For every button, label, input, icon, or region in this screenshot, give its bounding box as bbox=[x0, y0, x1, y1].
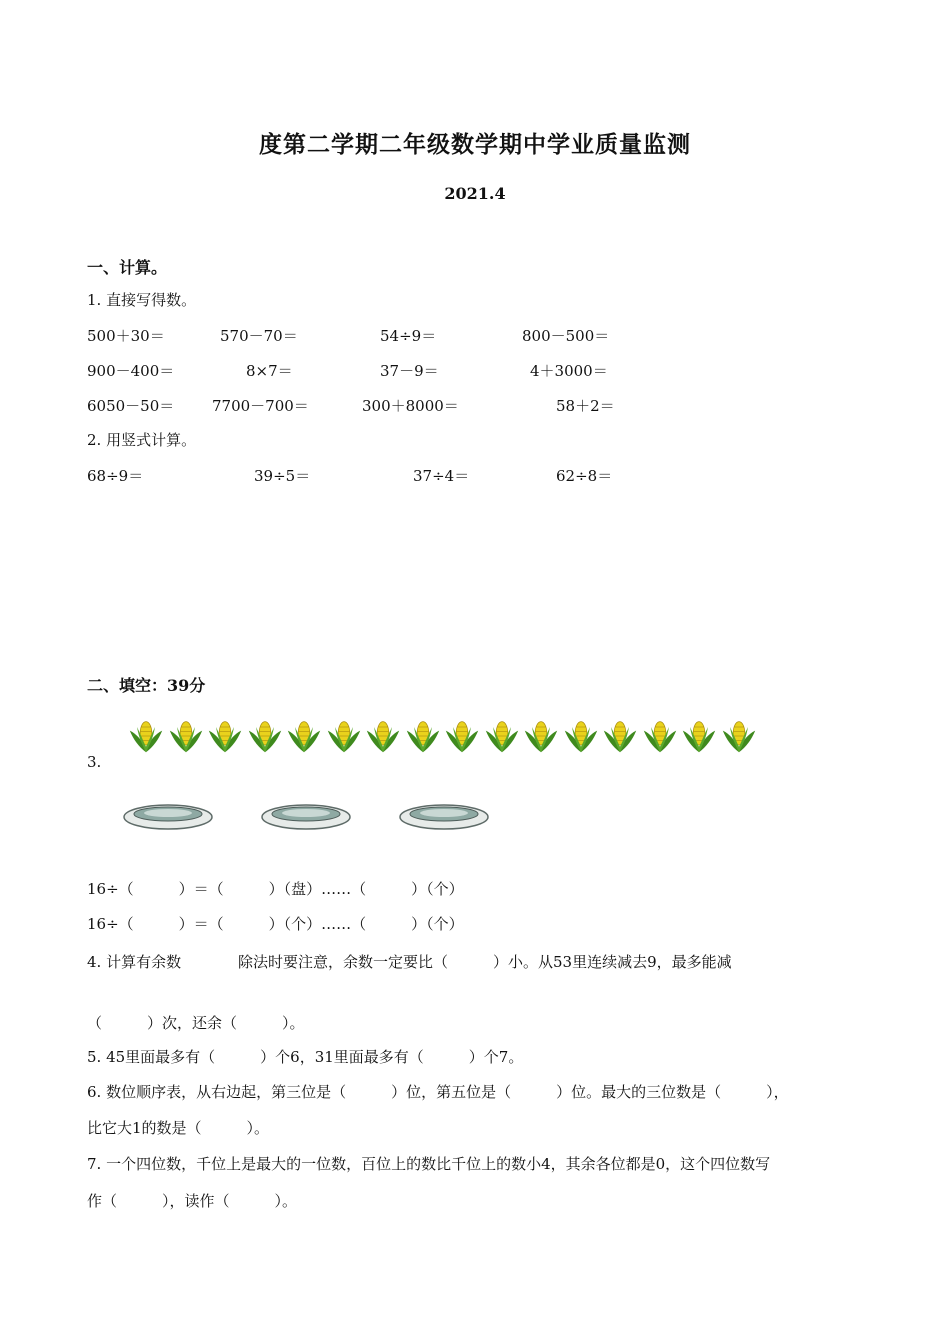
calc-item: 300＋8000＝ bbox=[362, 397, 459, 415]
q4-line1-part1: 4. 计算有余数 bbox=[87, 953, 182, 971]
q4-line2: （ ）次，还余（ ）。 bbox=[87, 1014, 305, 1032]
q1-label: 1. 直接写得数。 bbox=[87, 291, 197, 309]
calc-item: 8×7＝ bbox=[246, 362, 293, 380]
exam-date: 2021.4 bbox=[444, 184, 506, 203]
calc-item: 4＋3000＝ bbox=[530, 362, 608, 380]
corn-icon bbox=[721, 716, 757, 756]
q7-line2: 作（ ），读作（ ）。 bbox=[87, 1192, 298, 1210]
corn-icon bbox=[642, 716, 678, 756]
vertical-calc-item: 39÷5＝ bbox=[254, 467, 311, 485]
vertical-calc-item: 62÷8＝ bbox=[556, 467, 613, 485]
corn-icon bbox=[326, 716, 362, 756]
calc-item: 900－400＝ bbox=[87, 362, 175, 380]
vertical-calc-item: 68÷9＝ bbox=[87, 467, 144, 485]
corn-icon bbox=[681, 716, 717, 756]
corn-icon bbox=[128, 716, 164, 756]
corn-icon bbox=[286, 716, 322, 756]
calc-item: 800－500＝ bbox=[522, 327, 610, 345]
calc-item: 58＋2＝ bbox=[556, 397, 615, 415]
corn-icon bbox=[247, 716, 283, 756]
q7-line1: 7. 一个四位数，千位上是最大的一位数，百位上的数比千位上的数小4，其余各位都是0，这个四位数写 bbox=[87, 1155, 771, 1173]
q6-line2: 比它大1的数是（ ）。 bbox=[87, 1119, 270, 1137]
plate-icon bbox=[122, 801, 214, 833]
vertical-calc-item: 37÷4＝ bbox=[413, 467, 470, 485]
corn-icon bbox=[207, 716, 243, 756]
corn-icon bbox=[484, 716, 520, 756]
corn-icon bbox=[523, 716, 559, 756]
page-title: 度第二学期二年级数学期中学业质量监测 bbox=[259, 131, 691, 158]
calc-item: 54÷9＝ bbox=[380, 327, 437, 345]
calc-item: 7700－700＝ bbox=[212, 397, 309, 415]
q3-line2: 16÷（ ）＝（ ）（个）……（ ）（个） bbox=[87, 915, 464, 933]
calc-item: 570－70＝ bbox=[220, 327, 298, 345]
corn-icon bbox=[405, 716, 441, 756]
corn-icon bbox=[365, 716, 401, 756]
section1-heading: 一、计算。 bbox=[87, 258, 168, 277]
corn-icon bbox=[563, 716, 599, 756]
q4-line1-part2: 除法时要注意，余数一定要比（ ）小。从53里连续减去9，最多能减 bbox=[238, 953, 732, 971]
plate-icon bbox=[260, 801, 352, 833]
section2-heading: 二、填空：39分 bbox=[87, 676, 206, 695]
q6-line1: 6. 数位顺序表，从右边起，第三位是（ ）位，第五位是（ ）位。最大的三位数是（ ）， bbox=[87, 1083, 789, 1101]
plate-icon bbox=[398, 801, 490, 833]
corn-icon bbox=[602, 716, 638, 756]
calc-item: 37－9＝ bbox=[380, 362, 439, 380]
corn-icon bbox=[444, 716, 480, 756]
corn-icon bbox=[168, 716, 204, 756]
q3-label: 3. bbox=[87, 753, 102, 771]
q5: 5. 45里面最多有（ ）个6，31里面最多有（ ）个7。 bbox=[87, 1048, 524, 1066]
q2-label: 2. 用竖式计算。 bbox=[87, 431, 197, 449]
calc-item: 6050－50＝ bbox=[87, 397, 175, 415]
q3-line1: 16÷（ ）＝（ ）（盘）……（ ）（个） bbox=[87, 880, 464, 898]
calc-item: 500＋30＝ bbox=[87, 327, 165, 345]
